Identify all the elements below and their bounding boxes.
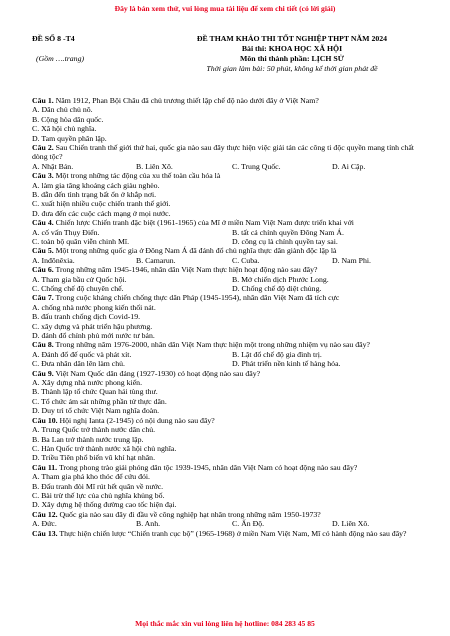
answer-row [32, 237, 424, 246]
answer-option: B. Mở chiến dịch Phước Long. [232, 274, 329, 284]
answer-option: A. Trung Quốc trở thành nước dân chủ. [32, 425, 156, 435]
answer-option: B. Thành lập tổ chức Quan hải tùng thư. [32, 387, 158, 397]
answer-option: D. đưa đến các cuộc cách mạng ở mọi nước. [32, 208, 171, 218]
answer-option: D. Triều Tiên phổ biến vũ khí hạt nhân. [32, 453, 156, 463]
answer-option: C. Đưa nhân dân lên làm chủ. [32, 359, 125, 369]
answer-option: D. Duy trì tổ chức Việt Nam nghĩa đoàn. [32, 406, 160, 416]
answer-option: B. dẫn đến tình trạng bất ổn ở khắp nơi. [32, 190, 157, 200]
answer-option: D. Chống chế độ diệt chủng. [232, 284, 322, 294]
subject-group: Bài thi: KHOA HỌC XÃ HỘI [241, 44, 343, 53]
answer-option: A. Tham gia bầu cử Quốc hội. [32, 274, 127, 284]
subject-name: Môn thi thành phần: LỊCH SỬ [240, 54, 344, 63]
answer-option: B. Liên Xô. [136, 161, 173, 171]
answer-option: C. xây dựng và phát triển hậu phương. [32, 321, 153, 331]
exam-title: ĐỀ THAM KHẢO THI TỐT NGHIỆP THPT NĂM 2024 [196, 34, 388, 43]
answer-option: B. Cộng hòa dân quốc. [32, 114, 104, 124]
question-10: Câu 10. Hội nghị Ianta (2-1945) có nội dung nào sau đây? [32, 415, 215, 425]
answer-row [32, 256, 424, 265]
time-note: Thời gian làm bài: 50 phút, không kể thời gian phát đề [206, 64, 378, 73]
question-5: Câu 5. Một trong những quốc gia ở Đông Nam Á đã đánh đổ chủ nghĩa thực dân giành độc lập là [32, 246, 337, 256]
question-list [32, 96, 424, 538]
answer-option: B. Đấu tranh đòi Mĩ rút hết quân về nước. [32, 481, 164, 491]
answer-option: C. Trung Quốc. [232, 161, 281, 171]
question-6: Câu 6. Trong những năm 1945-1946, nhân dân Việt Nam thực hiện hoạt động nào sau đây? [32, 265, 318, 275]
preview-banner: Đây là bản xem thử, vui lòng mua tài liệu để xem chi tiết (có lời giải) [114, 4, 336, 13]
answer-option: C. Tổ chức ám sát những phần tử thực dân. [32, 396, 167, 406]
answer-option: A. Tham gia phá kho thóc để cứu đói. [32, 472, 150, 482]
answer-row [32, 359, 424, 368]
answer-option: C. Xã hội chủ nghĩa. [32, 124, 97, 134]
answer-option: A. Xây dựng nhà nước phong kiến. [32, 378, 143, 388]
exam-code: ĐỀ SỐ 8 -T4 [32, 34, 75, 43]
answer-option: D. Tam quyền phân lập. [32, 133, 107, 143]
answer-row [32, 275, 424, 284]
answer-option: C. Chống chế độ chuyên chế. [32, 284, 124, 294]
answer-option: A. Đánh đổ đế quốc và phát xít. [32, 349, 132, 359]
answer-option: A. chống nhà nước phong kiến thối nát. [32, 302, 156, 312]
answer-option: A. Nhật Bản. [32, 161, 74, 171]
question-3: Câu 3. Một trong những tác động của xu thế toàn cầu hóa là [32, 171, 221, 181]
answer-option: B. Ba Lan trở thành nước trung lập. [32, 434, 144, 444]
answer-option: B. tất cả chính quyền Đông Nam Á. [232, 227, 344, 237]
answer-option: D. Ai Cập. [332, 161, 366, 171]
answer-option: D. Xây dựng hệ thống đường cao tốc hiện đại. [32, 500, 177, 510]
answer-row [32, 228, 424, 237]
question-7: Câu 7. Trong cuộc kháng chiến chống thực dân Pháp (1945-1954), nhân dân Việt Nam đã tích cực [32, 293, 340, 303]
answer-option: B. Lật đổ chế độ gia đình trị. [232, 349, 322, 359]
answer-option: C. toàn bộ quân viễn chinh Mĩ. [32, 237, 130, 247]
answer-option: C. xuất hiện nhiều cuộc chiến tranh thế giới. [32, 199, 171, 209]
answer-option: C. Cuba. [232, 255, 260, 265]
answer-option: D. công cụ là chính quyền tay sai. [232, 237, 338, 247]
answer-option: B. Camarun. [136, 255, 176, 265]
question-4: Câu 4. Chiến lược Chiến tranh đặc biệt (1961-1965) của Mĩ ở miền Nam Việt Nam được triển khai với [32, 218, 354, 228]
answer-row [32, 350, 424, 359]
question-13: Câu 13. Thực hiện chiến lược “Chiến tranh cục bộ” (1965-1968) ở miền Nam Việt Nam, Mĩ có hành động nào sau đây? [32, 528, 407, 538]
answer-option: D. Phát triển nền kinh tế hàng hóa. [232, 359, 341, 369]
answer-option: A. Dân chủ chủ nô. [32, 105, 93, 115]
answer-option: C. Bài trừ thế lực của chủ nghĩa khủng bố. [32, 490, 165, 500]
question-8: Câu 8. Trong những năm 1976-2000, nhân dân Việt Nam thực hiện một trong những nhiệm vụ nào sau đây? [32, 340, 370, 350]
answer-option: C. Ấn Độ. [232, 519, 265, 529]
answer-row [32, 284, 424, 293]
answer-option: B. Anh. [136, 519, 161, 529]
answer-row [32, 162, 424, 171]
question-2: Câu 2. Sau Chiến tranh thế giới thứ hai, quốc gia nào sau đây thực hiện việc giải tán các công ti độc quyền mang tính chất dòng tộc? [32, 143, 414, 162]
question-1: Câu 1. Năm 1912, Phan Bội Châu đã chủ trương thiết lập chế độ nào dưới đây ở Việt Nam? [32, 96, 319, 105]
answer-option: A. Đức. [32, 519, 57, 529]
exam-header [32, 34, 432, 74]
answer-row [32, 519, 424, 528]
answer-option: B. đấu tranh chống dịch Covid-19. [32, 312, 141, 322]
answer-option: A. làm gia tăng khoảng cách giàu nghèo. [32, 180, 160, 190]
question-12: Câu 12. Quốc gia nào sau đây đi đầu về công nghiệp hạt nhân trong những năm 1950-1973? [32, 509, 321, 519]
page-count: (Gồm ….trang) [36, 54, 85, 63]
answer-option: D. Nam Phi. [332, 255, 371, 265]
answer-option: A. cố vấn Thụy Điển. [32, 227, 100, 237]
answer-option: C. Hàn Quốc trở thành nước xã hội chủ nghĩa. [32, 443, 177, 453]
answer-option: D. đánh đổ chính phủ mới nước tư bản. [32, 331, 155, 341]
question-11: Câu 11. Trong phong trào giải phóng dân tộc 1939-1945, nhân dân Việt Nam có hoạt động nào sau đây? [32, 462, 358, 472]
answer-option: A. Inđônêxia. [32, 255, 75, 265]
answer-option: D. Liên Xô. [332, 519, 370, 529]
question-9: Câu 9. Việt Nam Quốc dân đảng (1927-1930) có hoạt động nào sau đây? [32, 368, 261, 378]
hotline-banner: Mọi thắc mắc xin vui lòng liên hệ hotline: 084 283 45 85 [135, 619, 315, 628]
